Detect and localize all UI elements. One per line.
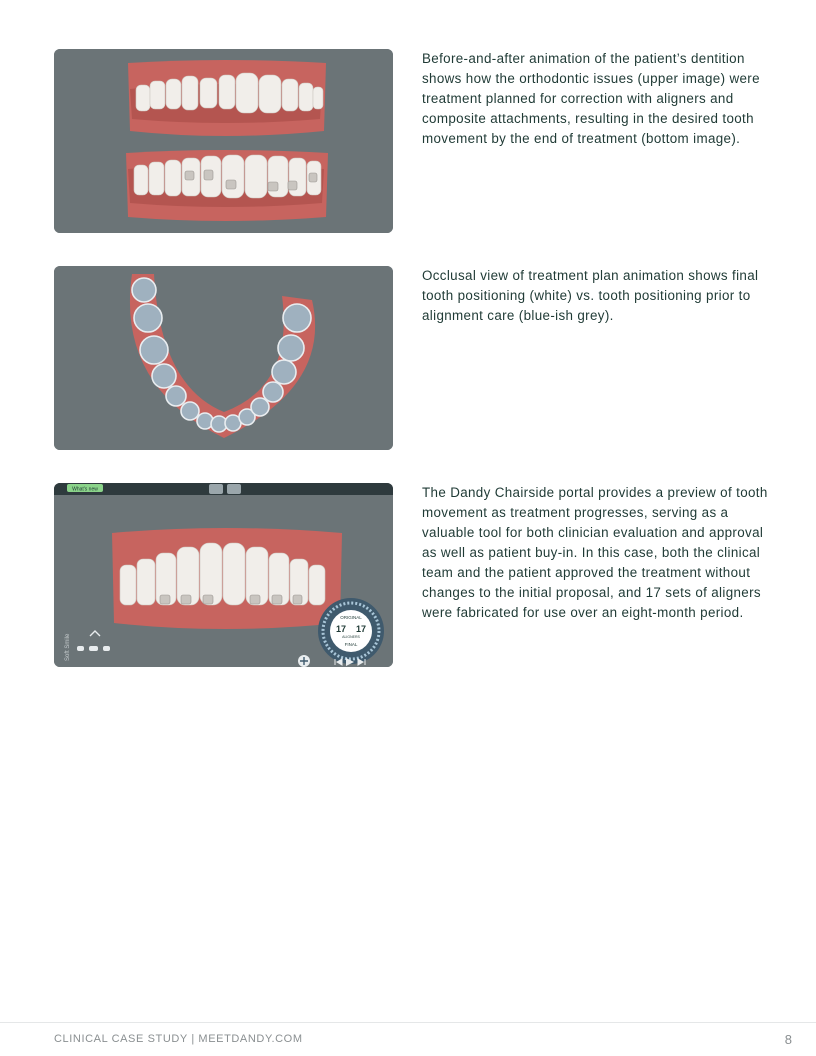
chairside-portal-illustration	[54, 483, 393, 667]
page-number: 8	[784, 1032, 792, 1047]
before-after-illustration	[54, 49, 393, 233]
dial-bottom-label: FINAL	[344, 642, 358, 647]
soft-smile-label: Soft Smile	[65, 633, 71, 661]
whats-new-label: What's new	[72, 486, 98, 493]
dial-right-count: 17	[355, 624, 367, 634]
before-after-caption: Before-and-after animation of the patient’s dentition shows how the orthodontic issues (upper image) were treatment planned for correction with aligners and composite attachments, resulting in the desired tooth movement by the end of treatment (bottom image).	[422, 51, 760, 146]
chairside-portal-caption: The Dandy Chairside portal provides a preview of tooth movement as treatment progresses, serving as a valuable tool for both clinician evaluation and approval as well as patient buy-in. In this case, both the clinical team and the patient approved the treatment without changes to the initial proposal, and 17 sets of aligners were fabricated for use over an eight-month period.	[422, 485, 768, 620]
chairside-portal-figure	[54, 483, 393, 667]
view-angle-icons[interactable]	[77, 646, 110, 651]
layout-toggle-icon[interactable]	[227, 484, 241, 494]
footer-text: CLINICAL CASE STUDY | MEETDANDY.COM	[54, 1033, 303, 1045]
footer-divider	[0, 1022, 816, 1023]
upper-arch-before	[128, 60, 326, 136]
occlusal-view-illustration	[54, 266, 393, 450]
occlusal-view-caption: Occlusal view of treatment plan animation shows final tooth positioning (white) vs. tooth positioning prior to alignment care (blue-ish grey).	[422, 268, 759, 323]
aligner-progress-dial[interactable]	[318, 598, 384, 664]
dial-left-count: 17	[335, 624, 347, 634]
view-toggle-icon[interactable]	[209, 484, 223, 494]
portal-top-bar	[54, 483, 393, 495]
dial-mid-label: ALIGNERS	[342, 635, 360, 639]
upper-arch-after	[126, 150, 328, 221]
before-after-figure	[54, 49, 393, 233]
occlusal-view-figure	[54, 266, 393, 450]
dial-top-label: ORIGINAL	[340, 615, 362, 620]
